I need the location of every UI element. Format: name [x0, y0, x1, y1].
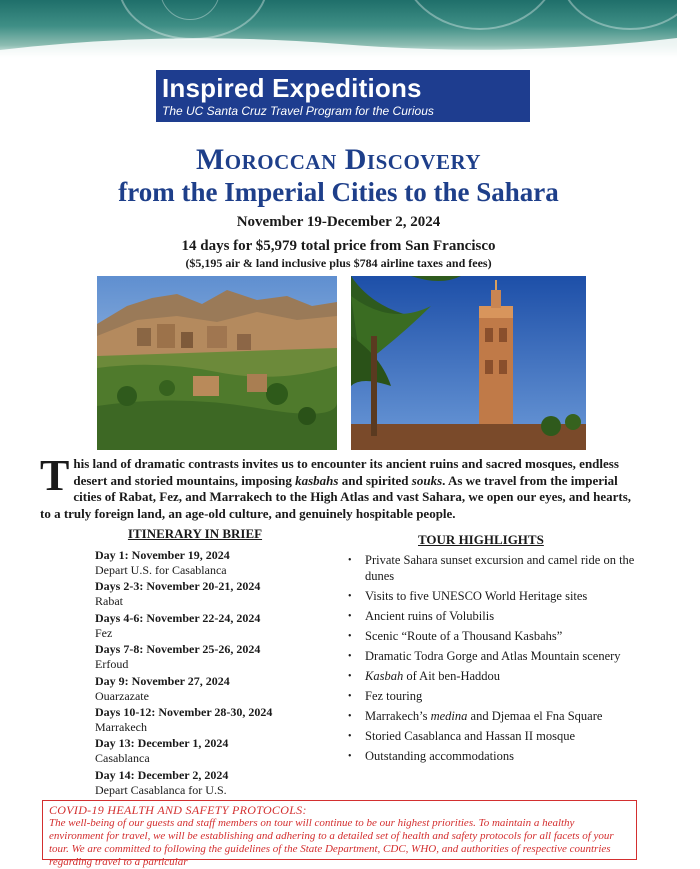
- day-desc: Ouarzazate: [95, 688, 149, 703]
- intro-text: . As we travel from the imperial cities of Rabat, Fez, and Marrakech to the High Atlas and vast Sahara, we open our eyes, and hearts, to a truly foreign land, an age-old culture, and genuinely hospitable people.: [40, 472, 632, 521]
- day-title: Days 10-12: November 28-30, 2024: [95, 704, 273, 719]
- itinerary-day: [95, 579, 325, 610]
- day-title: Days 2-3: November 20-21, 2024: [95, 579, 261, 594]
- intro-text: and spirited: [338, 472, 412, 488]
- seal-ornament: [400, 0, 560, 30]
- highlight-text: of Ait ben-Haddou: [403, 668, 501, 683]
- intro-text: his land of dramatic contrasts invites us to encounter its ancient ruins and sacred mosques, endless desert and storied mountains, imposing: [73, 456, 619, 488]
- highlights-heading: TOUR HIGHLIGHTS: [418, 532, 544, 547]
- itinerary-day: [95, 642, 325, 673]
- seal-ornament: [560, 0, 700, 30]
- highlight-item: • Fez touring: [348, 689, 638, 705]
- highlight-item: • Storied Casablanca and Hassan II mosque: [348, 729, 638, 745]
- day-desc: Depart Casablanca for U.S.: [95, 782, 227, 797]
- highlight-item: • Outstanding accommodations: [348, 749, 638, 765]
- highlight-text: and Djemaa el Fna Square: [467, 709, 603, 724]
- highlight-item: • Dramatic Todra Gorge and Atlas Mountain scenery: [348, 649, 638, 665]
- itinerary-day: [95, 611, 325, 642]
- highlight-item: • Private Sahara sunset excursion and camel ride on the dunes: [348, 553, 638, 584]
- drop-cap: T: [40, 451, 70, 500]
- wave-ornament: [0, 28, 677, 58]
- day-desc: Depart U.S. for Casablanca: [95, 563, 227, 577]
- banner-subtitle: The UC Santa Cruz Travel Program for the Curious: [162, 104, 434, 118]
- itinerary-day: [95, 674, 325, 705]
- price-note: ($5,195 air & land inclusive plus $784 airline taxes and fees): [185, 256, 492, 270]
- day-desc: Rabat: [95, 594, 123, 609]
- banner-title: Inspired Expeditions: [162, 73, 422, 103]
- highlight-em: medina: [430, 709, 468, 724]
- day-desc: Casablanca: [95, 751, 150, 766]
- day-title: Day 1: November 19, 2024: [95, 548, 230, 562]
- covid-body: The well-being of our guests and staff members on tour will continue to be our highest priorities. To maintain a healthy environment for travel, we will be establishing and adhering to a detailed set of health and safety protocols for all facets of your tour. We are committed to following the guidelines of the State Department, CDC, WHO, and authorities of respective countries regarding travel to a particular: [49, 817, 614, 868]
- day-desc: Fez: [95, 625, 113, 640]
- itinerary-day: [95, 548, 325, 579]
- intro-em-souks: souks: [411, 472, 443, 488]
- intro-paragraph: [40, 451, 636, 522]
- day-desc: Erfoud: [95, 657, 129, 672]
- highlight-em: Kasbah: [365, 668, 404, 683]
- highlights-list: [348, 553, 638, 769]
- koutoubia-minaret-photo: [351, 276, 586, 450]
- highlight-item: [348, 709, 638, 725]
- day-title: Days 7-8: November 25-26, 2024: [95, 642, 261, 657]
- day-title: Days 4-6: November 22-24, 2024: [95, 610, 261, 625]
- day-title: Day 9: November 27, 2024: [95, 673, 230, 688]
- highlight-text: Marrakech’s: [365, 709, 431, 724]
- itinerary-day: [95, 705, 325, 736]
- kasbah-village-photo: [97, 276, 337, 450]
- day-desc: Marrakech: [95, 719, 147, 734]
- itinerary-heading: ITINERARY IN BRIEF: [127, 526, 263, 541]
- covid-heading: COVID-19 HEALTH AND SAFETY PROTOCOLS:: [49, 803, 307, 817]
- highlight-item: • Scenic “Route of a Thousand Kasbahs”: [348, 629, 638, 645]
- program-banner: [156, 70, 530, 122]
- highlight-item: • Visits to five UNESCO World Heritage sites: [348, 589, 638, 605]
- intro-em-kasbahs: kasbahs: [295, 472, 339, 488]
- trip-dates: November 19-December 2, 2024: [236, 214, 441, 230]
- decorative-header-band: [0, 0, 677, 58]
- highlight-item: • Ancient ruins of Volubilis: [348, 609, 638, 625]
- highlight-item: [348, 669, 638, 685]
- covid-notice-box: [42, 800, 637, 868]
- day-title: Day 14: December 2, 2024: [95, 767, 229, 782]
- itinerary-day: [95, 736, 325, 767]
- itinerary-list: [95, 548, 325, 799]
- trip-price: 14 days for $5,979 total price from San Francisco: [181, 238, 496, 254]
- day-title: Day 13: December 1, 2024: [95, 736, 229, 751]
- page-subtitle: from the Imperial Cities to the Sahara: [118, 177, 559, 207]
- itinerary-day: [95, 768, 325, 799]
- page-title: Moroccan Discovery: [195, 143, 482, 176]
